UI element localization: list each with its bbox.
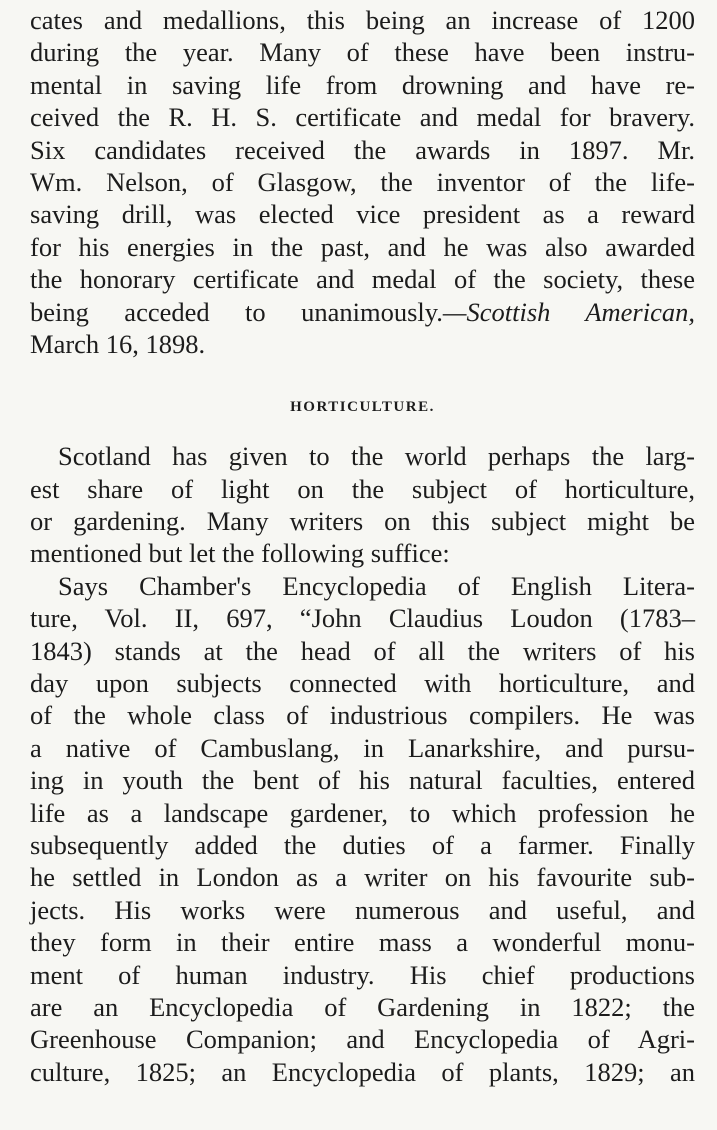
text-fragment: being acceded to unanimously. <box>30 296 443 327</box>
text-line: Says Chamber's Encyclopedia of English Litera- <box>58 570 695 601</box>
text-line: culture, 1825; an Encyclopedia of plants, 1829; an <box>30 1056 695 1087</box>
text-line: jects. His works were numerous and useful, and <box>30 894 695 925</box>
text-line: Greenhouse Companion; and Encyclopedia of Agri- <box>30 1024 695 1055</box>
paragraph-horticulture-intro <box>30 440 695 570</box>
text-line: a native of Cambuslang, in Lanarkshire, and pursu- <box>30 732 695 763</box>
text-line: for his energies in the past, and he was also awarded <box>30 231 695 262</box>
text-line: the honorary certificate and medal of the society, these <box>30 264 695 295</box>
paragraph-loudon-quote <box>30 570 695 1088</box>
text-line: day upon subjects connected with horticulture, and <box>30 668 695 699</box>
text-line-with-citation <box>30 296 695 328</box>
text-line: they form in their entire mass a wonderful monu- <box>30 927 695 958</box>
text-line: ture, Vol. II, 697, “John Claudius Loudon (1783– <box>30 603 695 634</box>
text-line: he settled in London as a writer on his favourite sub- <box>30 862 695 893</box>
text-line: mentioned but let the following suffice: <box>30 538 450 569</box>
text-line: cates and medallions, this being an increase of 1200 <box>30 5 695 35</box>
text-line: 1843) stands at the head of all the writers of his <box>30 635 695 666</box>
text-line: during the year. Many of these have been instru- <box>30 37 695 68</box>
text-line: life as a landscape gardener, to which profession he <box>30 797 695 828</box>
text-line: or gardening. Many writers on this subject might be <box>30 506 695 537</box>
text-line: saving drill, was elected vice president as a reward <box>30 199 695 230</box>
text-line: Wm. Nelson, of Glasgow, the inventor of the life- <box>30 166 695 197</box>
text-line: est share of light on the subject of horticulture, <box>30 473 695 504</box>
text-line: of the whole class of industrious compilers. He was <box>30 700 695 731</box>
text-line: Six candidates received the awards in 1897. Mr. <box>30 134 695 165</box>
text-line: are an Encyclopedia of Gardening in 1822; the <box>30 991 695 1022</box>
citation-date: March 16, 1898. <box>30 328 206 359</box>
paragraph-society-report <box>30 4 695 360</box>
text-line: Scotland has given to the world perhaps the larg- <box>58 441 695 472</box>
text-line: ment of human industry. His chief productions <box>30 959 695 990</box>
text-line: ing in youth the bent of his natural faculties, entered <box>30 765 695 796</box>
section-heading: HORTICULTURE. <box>290 399 435 416</box>
text-line: subsequently added the duties of a farmer. Finally <box>30 829 695 860</box>
text-line: ceived the R. H. S. certificate and medal for bravery. <box>30 102 695 133</box>
text-line: mental in saving life from drowning and have re- <box>30 69 695 100</box>
citation-source: —Scottish American, <box>442 296 695 327</box>
